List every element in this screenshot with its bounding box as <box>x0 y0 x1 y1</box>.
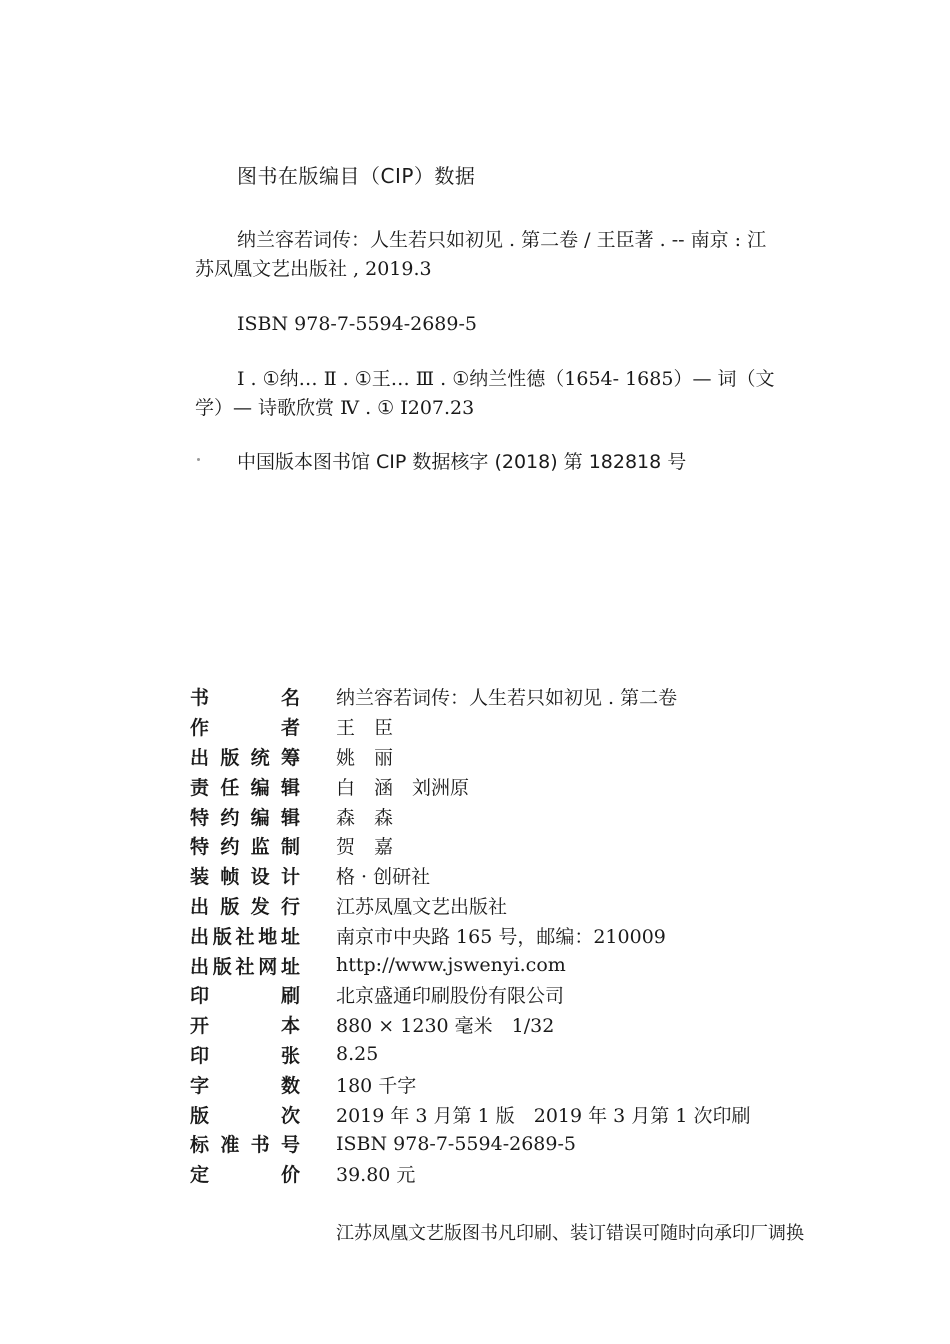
book-info-table <box>190 682 750 1189</box>
info-label-char: 字 <box>190 1074 210 1097</box>
speck-mark <box>197 458 200 461</box>
info-label-char: 书 <box>190 687 210 710</box>
cip-isbn: ISBN 978-7-5594-2689-5 <box>237 313 477 335</box>
info-value: 北京盛通印刷股份有限公司 <box>336 985 565 1008</box>
info-label <box>190 743 300 770</box>
info-label-char: 辑 <box>280 806 300 829</box>
info-label-char: 出 <box>190 746 210 769</box>
info-label <box>190 922 300 949</box>
info-label-char: 名 <box>280 687 300 710</box>
info-row <box>190 1069 750 1099</box>
info-value: http://www.jswenyi.com <box>336 954 566 977</box>
info-label-char: 发 <box>250 895 270 918</box>
info-label-char: 出 <box>190 895 210 918</box>
info-label-char: 印 <box>190 985 210 1008</box>
cip-heading: 图书在版编目（CIP）数据 <box>237 164 476 188</box>
info-label-char: 张 <box>280 1044 300 1067</box>
info-value: 贺 嘉 <box>336 836 394 859</box>
info-label-char: 书 <box>250 1134 270 1157</box>
info-row <box>190 682 750 712</box>
info-label-char: 辑 <box>280 776 300 799</box>
info-row <box>190 1099 750 1129</box>
info-label <box>190 952 300 979</box>
info-label-char: 次 <box>280 1104 300 1127</box>
info-label-char: 帧 <box>220 866 240 889</box>
info-label-char: 编 <box>250 806 270 829</box>
info-label-char: 出 <box>190 925 210 948</box>
info-row <box>190 742 750 772</box>
info-label-char: 制 <box>280 836 300 859</box>
info-label-char: 准 <box>220 1134 240 1157</box>
info-value: 39.80 元 <box>336 1164 416 1187</box>
info-row <box>190 861 750 891</box>
info-value: 白 涵 刘洲原 <box>336 776 470 799</box>
info-label-char: 计 <box>280 866 300 889</box>
info-label <box>190 862 300 889</box>
info-label-char: 版 <box>212 955 232 978</box>
info-value: 森 森 <box>336 806 394 829</box>
info-row <box>190 950 750 980</box>
info-value: 纳兰容若词传：人生若只如初见 . 第二卷 <box>336 687 678 710</box>
cip-verification: 中国版本图书馆 CIP 数据核字 (2018) 第 182818 号 <box>237 451 687 473</box>
info-label-char: 数 <box>280 1074 300 1097</box>
info-value: 姚 丽 <box>336 746 394 769</box>
info-label <box>190 1130 300 1157</box>
info-label-char: 出 <box>190 955 210 978</box>
info-row <box>190 771 750 801</box>
info-label-char: 特 <box>190 806 210 829</box>
info-label <box>190 713 300 740</box>
info-label <box>190 892 300 919</box>
info-label <box>190 1041 300 1068</box>
info-label <box>190 773 300 800</box>
info-row <box>190 1010 750 1040</box>
info-value: 王 臣 <box>336 717 394 740</box>
info-value: 8.25 <box>336 1043 379 1066</box>
info-value: 南京市中央路 165 号，邮编：210009 <box>336 925 666 948</box>
info-row <box>190 980 750 1010</box>
info-label-char: 编 <box>250 776 270 799</box>
info-label-char: 统 <box>250 746 270 769</box>
info-label-char: 版 <box>190 1104 210 1127</box>
info-label-char: 版 <box>212 925 232 948</box>
info-label-char: 筹 <box>280 746 300 769</box>
info-label-char: 约 <box>220 806 240 829</box>
info-value: 江苏凤凰文艺出版社 <box>336 895 508 918</box>
info-label-char: 刷 <box>280 985 300 1008</box>
info-label <box>190 1160 300 1187</box>
info-label-char: 监 <box>250 836 270 859</box>
info-value: 格 · 创研社 <box>336 866 431 889</box>
info-label-char: 网 <box>258 955 278 978</box>
info-label-char: 号 <box>280 1134 300 1157</box>
info-value: 880 × 1230 毫米 1/32 <box>336 1015 555 1038</box>
info-label-char: 地 <box>258 925 278 948</box>
info-row <box>190 712 750 742</box>
info-label <box>190 981 300 1008</box>
info-label-char: 作 <box>190 717 210 740</box>
info-label-char: 社 <box>235 925 255 948</box>
info-label-char: 址 <box>280 955 300 978</box>
info-label <box>190 803 300 830</box>
info-value: 180 千字 <box>336 1074 417 1097</box>
info-row <box>190 801 750 831</box>
info-label-char: 约 <box>220 836 240 859</box>
info-label-char: 开 <box>190 1015 210 1038</box>
info-value: ISBN 978-7-5594-2689-5 <box>336 1132 576 1155</box>
info-label-char: 版 <box>220 895 240 918</box>
info-label-char: 特 <box>190 836 210 859</box>
info-row <box>190 1129 750 1159</box>
cip-classification: Ⅰ . ①纳… Ⅱ . ①王… Ⅲ . ①纳兰性德（1654- 1685）— 词（文学）— 诗歌欣赏 Ⅳ . ① I207.23 <box>195 368 775 419</box>
info-label <box>190 1071 300 1098</box>
info-label-char: 址 <box>280 925 300 948</box>
info-label-char: 设 <box>250 866 270 889</box>
info-label-char: 者 <box>280 717 300 740</box>
info-label-char: 行 <box>280 895 300 918</box>
info-value: 2019 年 3 月第 1 版 2019 年 3 月第 1 次印刷 <box>336 1104 751 1127</box>
info-label-char: 印 <box>190 1044 210 1067</box>
info-label <box>190 832 300 859</box>
info-label-char: 本 <box>280 1015 300 1038</box>
info-label-char: 定 <box>190 1164 210 1187</box>
info-label-char: 标 <box>190 1134 210 1157</box>
info-row <box>190 1159 750 1189</box>
info-row <box>190 920 750 950</box>
info-label-char: 版 <box>220 746 240 769</box>
info-label-char: 责 <box>190 776 210 799</box>
info-row <box>190 891 750 921</box>
footer-note: 江苏凤凰文艺版图书凡印刷、装订错误可随时向承印厂调换 <box>336 1223 804 1244</box>
info-label <box>190 1011 300 1038</box>
info-label <box>190 683 300 710</box>
info-label-char: 价 <box>280 1164 300 1187</box>
info-label-char: 任 <box>220 776 240 799</box>
info-label-char: 装 <box>190 866 210 889</box>
cip-entry: 纳兰容若词传：人生若只如初见 . 第二卷 / 王臣著 . -- 南京 : 江苏凤凰文艺出版社 , 2019.3 <box>195 229 767 280</box>
info-label <box>190 1101 300 1128</box>
info-row <box>190 1040 750 1070</box>
info-row <box>190 831 750 861</box>
info-label-char: 社 <box>235 955 255 978</box>
